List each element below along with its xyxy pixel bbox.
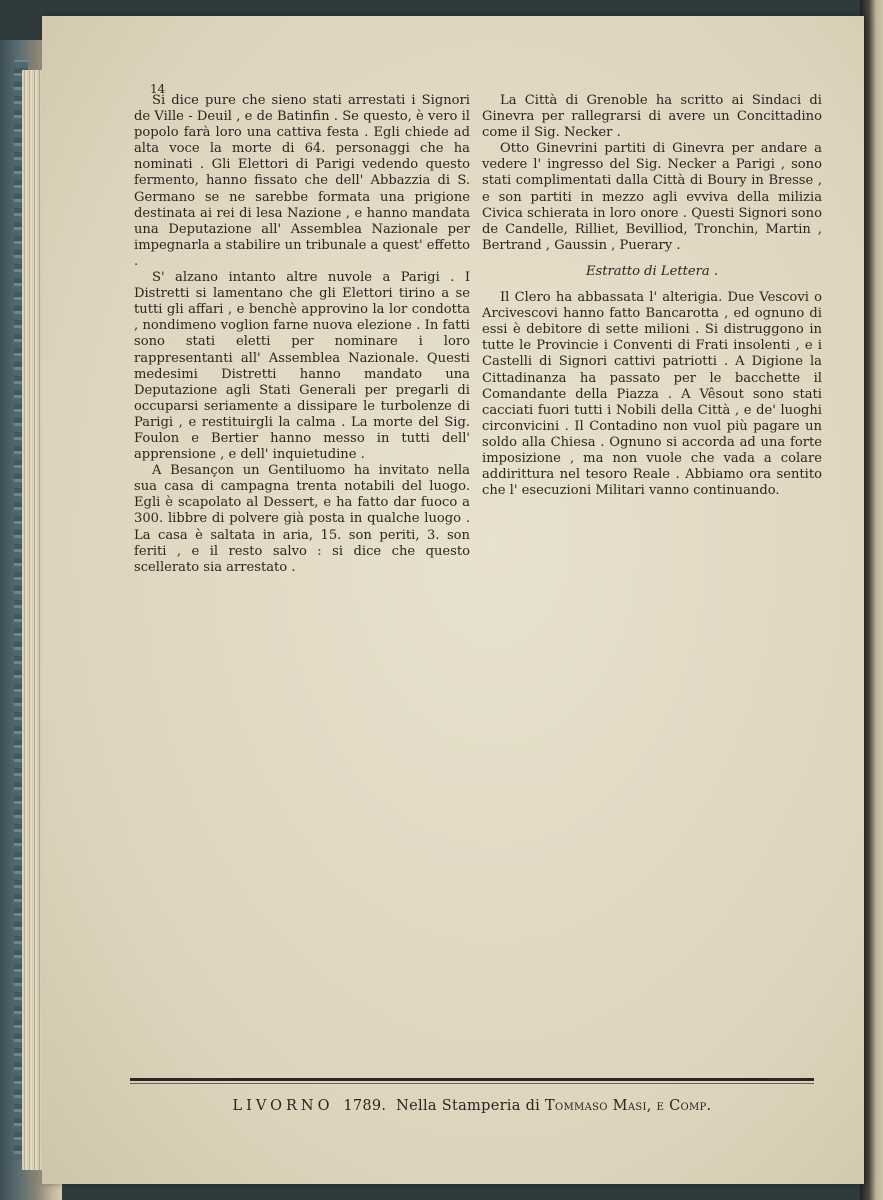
left-column	[134, 93, 470, 576]
imprint-text: Nella Stamperia di	[396, 1098, 541, 1114]
imprint-city: LIVORNO	[232, 1098, 334, 1114]
paragraph-paris-districts: S' alzano intanto altre nuvole a Parigi . I Distretti si lamentano che gli Elettori tirino a se tutti gli affari , e benchè approvino la lor condotta , nondimeno voglion farne nuova elezione . In fatti sono stati eletti per nominare i loro rappresentanti all' Assemblea Nazionale. Questi medesimi Distretti hanno mandato una Deputazione agli Stati Generali per pregarli di occuparsi seriamente a dissipare le turbolenze di Parigi , e restituirgli la calma . La morte del Sig. Foulon e Bertier hanno messo in tutti dell' apprensione , e dell' inquietudine .	[134, 270, 470, 463]
paragraph-grenoble: La Città di Grenoble ha scritto ai Sindaci di Ginevra per rallegrarsi di avere un Concittadino come il Sig. Necker .	[482, 93, 822, 141]
paragraph-letter: Il Clero ha abbassata l' alterigia. Due Vescovi o Arcivescovi hanno fatto Bancarotta , ed ognuno di essi è debitore di sette milioni . Si distruggono in tutte le Provincie i Conventi di Frati insolenti , e i Castelli di Signori cattivi patriotti . A Digione la Cittadinanza ha passato per le bacchette il Comandante della Piazza . A Vêsout sono stati cacciati fuori tutti i Nobili della Città , e de' luoghi circonvicini . Il Contadino non vuol più pagare un soldo alla Chiesa . Ognuno si accorda ad una forte imposizione , ma non vuole che vada a colare addirittura nel tesoro Reale . Abbiamo ora sentito che l' esecuzioni Militari vanno continuando.	[482, 290, 822, 499]
paragraph-besancon: A Besançon un Gentiluomo ha invitato nella sua casa di campagna trenta notabili del luogo. Egli è scapolato al Dessert, e ha fatto dar fuoco a 300. libbre di polvere già posta in qualche luogo . La casa è saltata in aria, 15. son periti, 3. son feriti , e il resto salvo : si dice che questo scellerato sia arrestato .	[134, 463, 470, 575]
paragraph-arrests: Si dice pure che sieno stati arrestati i Signori de Ville - Deuil , e de Batinfin . Se questo, è vero il popolo farà loro una cattiva festa . Egli chiede ad alta voce la morte di 64. personaggi che ha nominati . Gli Elettori di Parigi vedendo questo fermento, hanno fissato che dell' Abbazzia di S. Germano se ne sarebbe formata una prigione destinata ai rei di lesa Nazione , e hanno mandata una Deputazione all' Assemblea Nazionale per impegnarla a stabilire un tribunale a quest' effetto .	[134, 93, 471, 269]
imprint-year: 1789.	[343, 1098, 387, 1114]
paragraph-ginevrini: Otto Ginevrini partiti di Ginevra per andare a vedere l' ingresso del Sig. Necker a Parigi , sono stati complimentati dalla Città di Boury in Bresse , e son partiti in mezzo agli evviva della milizia Civica schierata in loro onore . Questi Signori sono de Candelle, Rilliet, Bevilliod, Tronchin, Martin , Bertrand , Gaussin , Puerary .	[482, 141, 822, 253]
imprint-suffix: , e Comp.	[646, 1098, 712, 1114]
page-number: 14	[150, 82, 166, 96]
imprint-printer: Tommaso Masi	[545, 1098, 647, 1114]
right-column	[482, 93, 822, 499]
footer-rule	[130, 1078, 814, 1081]
printer-imprint	[130, 1098, 814, 1114]
letter-subheading: Estratto di Lettera .	[585, 263, 718, 279]
